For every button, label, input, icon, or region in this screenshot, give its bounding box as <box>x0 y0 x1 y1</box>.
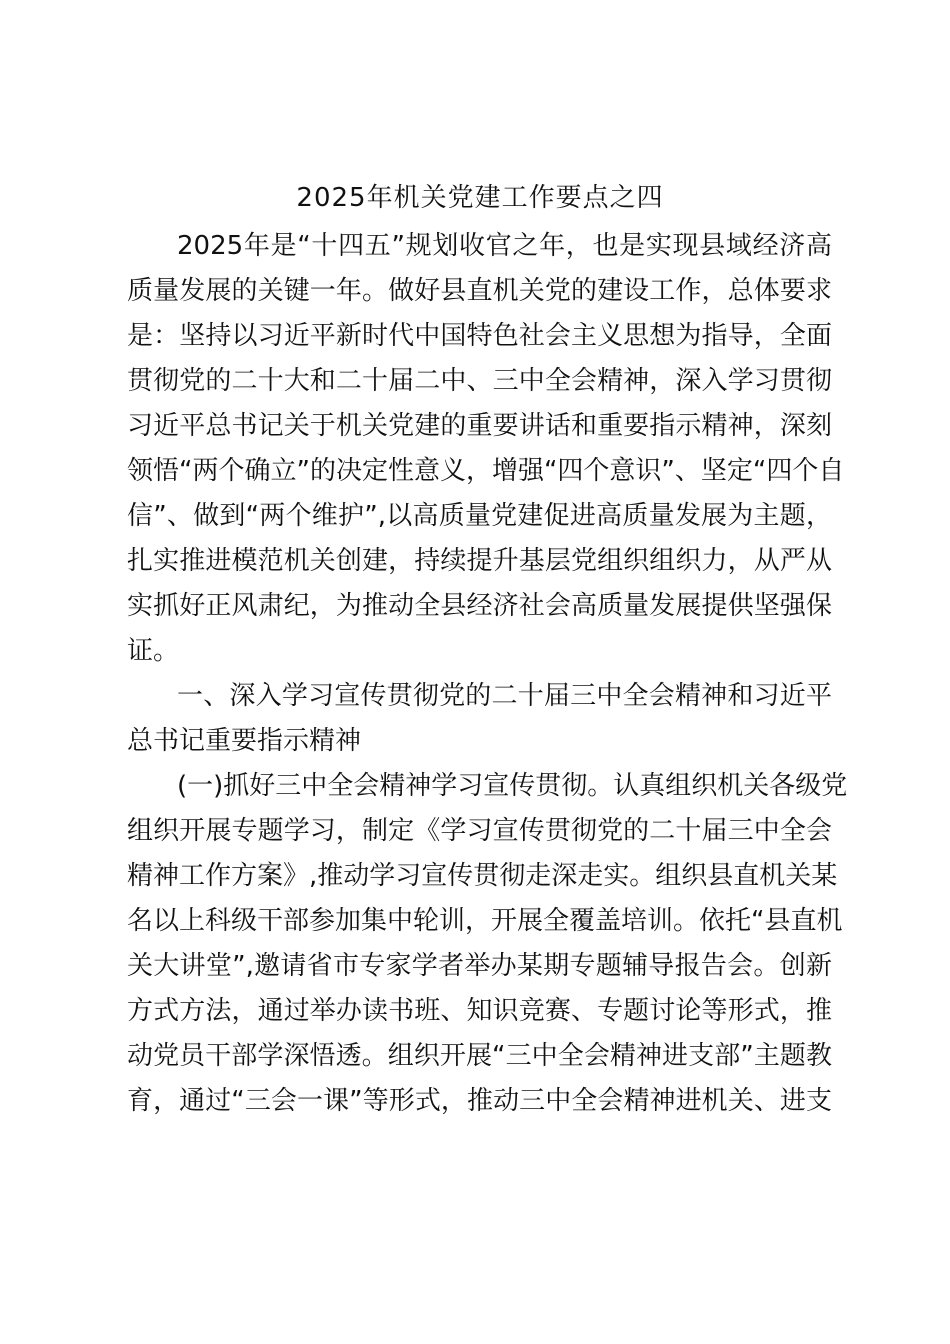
paragraph-line: 育，通过“三会一课”等形式，推动三中全会精神进机关、进支 <box>127 1086 832 1116</box>
paragraph-line: (一)抓好三中全会精神学习宣传贯彻。认真组织机关各级党 <box>177 771 848 801</box>
paragraph-line: 证。 <box>127 636 180 666</box>
paragraph-line: 信”、做到“两个维护”,以高质量党建促进高质量发展为主题， <box>127 501 832 531</box>
paragraph-line: 贯彻党的二十大和二十届二中、三中全会精神，深入学习贯彻 <box>127 366 832 396</box>
paragraph-line: 习近平总书记关于机关党建的重要讲话和重要指示精神，深刻 <box>127 411 832 441</box>
paragraph-line: 关大讲堂”,邀请省市专家学者举办某期专题辅导报告会。创新 <box>127 951 832 981</box>
paragraph-line: 方式方法，通过举办读书班、知识竞赛、专题讨论等形式，推 <box>127 996 832 1026</box>
paragraph-line: 实抓好正风肃纪，为推动全县经济社会高质量发展提供坚强保 <box>127 591 832 621</box>
document-title: 2025年机关党建工作要点之四 <box>296 183 664 213</box>
paragraph-line: 质量发展的关键一年。做好县直机关党的建设工作，总体要求 <box>127 276 832 306</box>
paragraph-line: 领悟“两个确立”的决定性意义，增强“四个意识”、坚定“四个自 <box>127 456 845 486</box>
paragraph-line: 扎实推进模范机关创建，持续提升基层党组织组织力，从严从 <box>127 546 832 576</box>
paragraph-line: 精神工作方案》,推动学习宣传贯彻走深走实。组织县直机关某 <box>127 861 838 891</box>
section-heading-line: 一、深入学习宣传贯彻党的二十届三中全会精神和习近平 <box>177 681 832 711</box>
paragraph-line: 组织开展专题学习，制定《学习宣传贯彻党的二十届三中全会 <box>127 816 832 846</box>
paragraph-line: 2025年是“十四五”规划收官之年，也是实现县域经济高 <box>177 231 832 261</box>
paragraph-line: 名以上科级干部参加集中轮训，开展全覆盖培训。依托“县直机 <box>127 906 843 936</box>
paragraph-line: 动党员干部学深悟透。组织开展“三中全会精神进支部”主题教 <box>127 1041 832 1071</box>
section-heading-line: 总书记重要指示精神 <box>127 726 362 756</box>
paragraph-line: 是：坚持以习近平新时代中国特色社会主义思想为指导，全面 <box>127 321 832 351</box>
